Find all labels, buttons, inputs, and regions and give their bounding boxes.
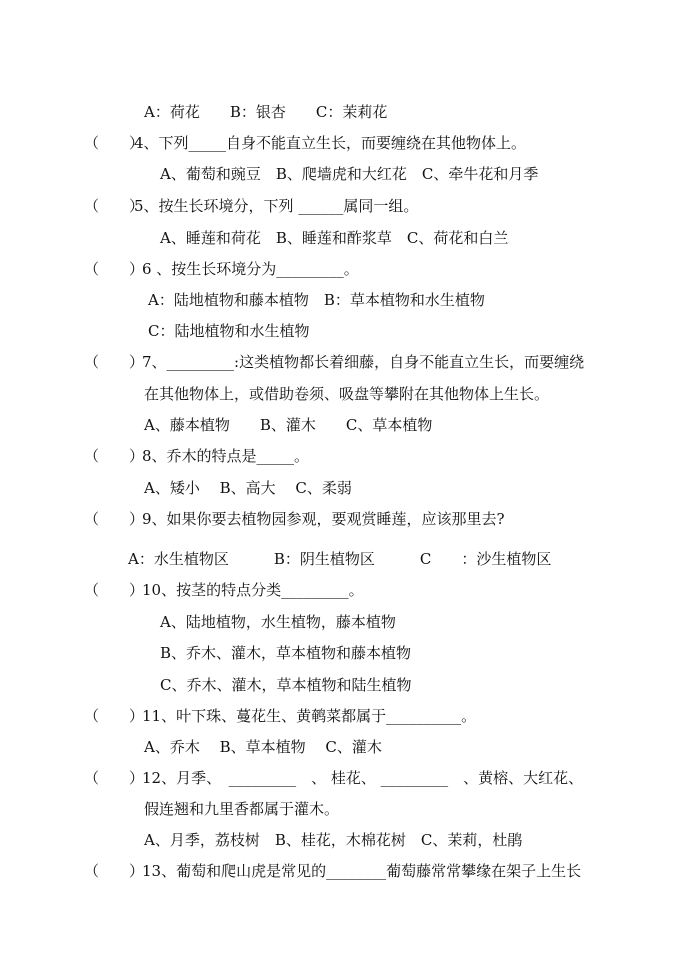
q10-option-b: B、乔木、灌木，草本植物和藤本植物 [160, 644, 412, 662]
q8-stem: 8、乔木的特点是_____。 [142, 447, 310, 465]
q11-answer-blank[interactable]: （ ） [84, 707, 145, 725]
q12-answer-blank[interactable]: （ ） [84, 769, 145, 787]
q6-stem: 6 、按生长环境分为_________。 [142, 260, 359, 278]
q4-stem: 4、下列_____自身不能直立生长，而要缠绕在其他物体上。 [134, 134, 527, 152]
q7-answer-blank[interactable]: （ ） [84, 353, 145, 371]
q13-answer-blank[interactable]: （ ） [84, 862, 145, 880]
q4-options: A、葡萄和豌豆 B、爬墙虎和大红花 C、牵牛花和月季 [160, 165, 539, 183]
q6-options-line-1: A：陆地植物和藤本植物 B：草本植物和水生植物 [148, 291, 485, 309]
q12-options: A、月季，荔枝树 B、桂花，木棉花树 C、茉莉，杜鹃 [144, 831, 523, 849]
q5-answer-blank[interactable]: （ ） [84, 197, 145, 215]
q8-answer-blank[interactable]: （ ） [84, 447, 145, 465]
q9-stem: 9、如果你要去植物园参观，要观赏睡莲，应该那里去? [142, 510, 505, 528]
q4-answer-blank[interactable]: （ ） [84, 134, 145, 152]
q7-options: A、藤本植物 B、灌木 C、草本植物 [144, 416, 433, 434]
q5-options: A、睡莲和荷花 B、睡莲和酢浆草 C、荷花和白兰 [160, 229, 509, 247]
q3-options: A：荷花 B：银杏 C：茉莉花 [144, 103, 388, 121]
q12-stem-line-2: 假连翘和九里香都属于灌木。 [144, 800, 340, 818]
q9-answer-blank[interactable]: （ ） [84, 510, 145, 528]
q11-stem: 11、叶下珠、蔓花生、黄鹌菜都属于__________。 [142, 707, 477, 725]
q6-options-line-2: C：陆地植物和水生植物 [148, 322, 310, 340]
q7-stem-line-2: 在其他物体上，或借助卷须、吸盘等攀附在其他物体上生长。 [144, 385, 550, 403]
q9-options: A：水生植物区 B：阴生植物区 C ：沙生植物区 [128, 550, 552, 568]
q13-stem: 13、葡萄和爬山虎是常见的________葡萄藤常常攀缘在架子上生长 [142, 862, 582, 880]
q10-option-c: C、乔木、灌木，草本植物和陆生植物 [160, 676, 412, 694]
q10-answer-blank[interactable]: （ ） [84, 581, 145, 599]
q10-stem: 10、按茎的特点分类_________。 [142, 581, 364, 599]
q8-options: A、矮小 B、高大 C、柔弱 [144, 479, 352, 497]
q6-answer-blank[interactable]: （ ） [84, 260, 145, 278]
q7-stem-line-1: 7、_________:这类植物都长着细藤，自身不能直立生长，而要缠绕 [142, 353, 585, 371]
q12-stem-line-1: 12、月季、 _________ 、 桂花、 _________ 、黄榕、大红花、 [142, 769, 584, 787]
q5-stem: 5、按生长环境分，下列 ______属同一组。 [134, 197, 419, 215]
q11-options: A、乔木 B、草本植物 C、灌木 [144, 738, 382, 756]
q10-option-a: A、陆地植物，水生植物，藤本植物 [160, 613, 396, 631]
